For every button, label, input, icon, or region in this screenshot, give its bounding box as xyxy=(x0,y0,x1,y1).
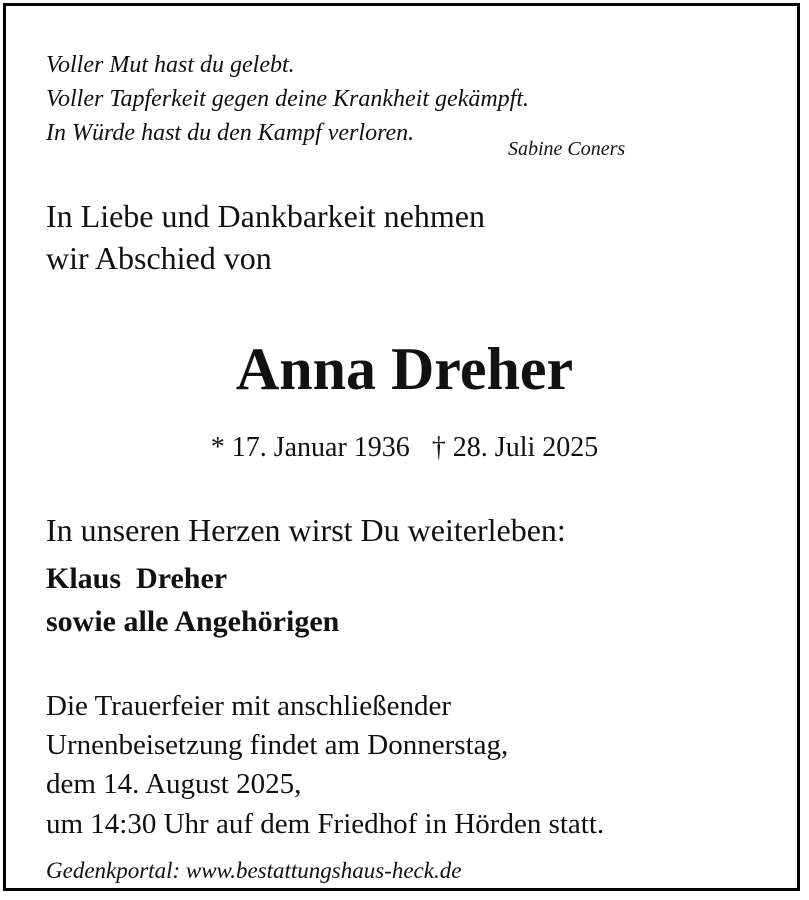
poem-author: Sabine Coners xyxy=(508,138,626,160)
intro-line: wir Abschied von xyxy=(46,240,272,276)
poem-line: Voller Tapferkeit gegen deine Krankheit gekämpft. xyxy=(46,86,530,112)
family-line: Klaus Dreher xyxy=(46,562,228,595)
poem-line: Voller Mut hast du gelebt. xyxy=(46,52,295,78)
service-line: um 14:30 Uhr auf dem Friedhof in Hörden statt. xyxy=(46,808,605,840)
family-line: sowie alle Angehörigen xyxy=(46,605,340,638)
remembrance-line: In unseren Herzen wirst Du weiterleben: xyxy=(46,512,566,548)
deceased-name: Anna Dreher xyxy=(235,336,574,402)
memorial-portal-link[interactable]: Gedenkportal: www.bestattungshaus-heck.de xyxy=(46,858,462,883)
death-date: † 28. Juli 2025 xyxy=(431,432,599,463)
birth-date: * 17. Januar 1936 xyxy=(210,432,410,463)
life-dates xyxy=(0,432,809,464)
service-line: Urnenbeisetzung findet am Donnerstag, xyxy=(46,729,509,761)
service-line: Die Trauerfeier mit anschließender xyxy=(46,690,452,722)
intro-line: In Liebe und Dankbarkeit nehmen xyxy=(46,198,485,234)
poem-line: In Würde hast du den Kampf verloren. xyxy=(46,120,415,146)
service-line: dem 14. August 2025, xyxy=(46,768,302,800)
